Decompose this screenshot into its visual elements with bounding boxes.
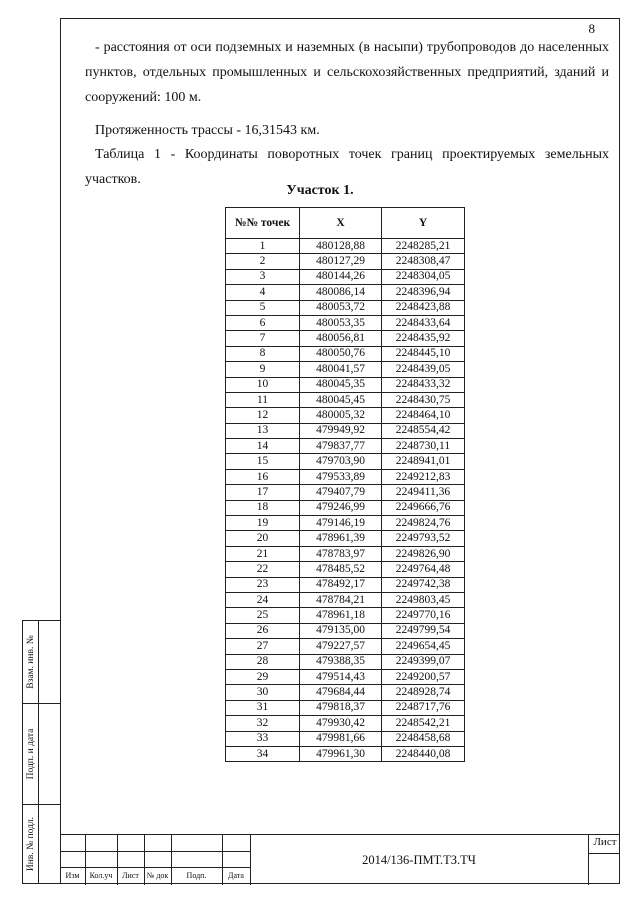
cell-point-number: 3	[226, 269, 300, 284]
table-header-row	[226, 208, 465, 239]
cell-x: 480128,88	[300, 239, 382, 254]
cell-y: 2248435,92	[382, 331, 465, 346]
cell-point-number: 16	[226, 469, 300, 484]
table-row	[226, 392, 465, 407]
side-stamp-inv	[22, 804, 61, 884]
header-point-number: №№ точек	[226, 208, 300, 239]
cell-x: 478784,21	[300, 592, 382, 607]
cell-x: 479949,92	[300, 423, 382, 438]
table-row	[226, 331, 465, 346]
header-y: Y	[382, 208, 465, 239]
cell-point-number: 6	[226, 315, 300, 330]
cell-point-number: 8	[226, 346, 300, 361]
cell-point-number: 26	[226, 623, 300, 638]
paragraph-distance: - расстояния от оси подземных и наземных (в насыпи) трубопроводов до населенных пунктов, отдельных промышленных и сельскохозяйственных предприятий, зданий и сооружений: 100 м.	[85, 40, 609, 105]
cell-y: 2248423,88	[382, 300, 465, 315]
cell-x: 479146,19	[300, 516, 382, 531]
coordinates-table	[225, 207, 465, 762]
cell-y: 2249666,76	[382, 500, 465, 515]
cell-x: 480005,32	[300, 408, 382, 423]
title-block	[60, 834, 620, 885]
side-label-podp: Подп. и дата	[25, 728, 36, 780]
side-label-vzam: Взам. инв. №	[25, 635, 36, 689]
document-code: 2014/136-ПМТ.ТЗ.ТЧ	[362, 853, 476, 867]
cell-point-number: 30	[226, 685, 300, 700]
table-row	[226, 500, 465, 515]
cell-y: 2249826,90	[382, 546, 465, 561]
cell-point-number: 27	[226, 639, 300, 654]
cell-y: 2249770,16	[382, 608, 465, 623]
table-row	[226, 469, 465, 484]
cell-point-number: 28	[226, 654, 300, 669]
cell-point-number: 31	[226, 700, 300, 715]
table-row	[226, 300, 465, 315]
cell-x: 479246,99	[300, 500, 382, 515]
cell-x: 480050,76	[300, 346, 382, 361]
cell-y: 2248730,11	[382, 439, 465, 454]
cell-x: 480053,35	[300, 315, 382, 330]
cell-point-number: 10	[226, 377, 300, 392]
cell-x: 480086,14	[300, 285, 382, 300]
cell-y: 2249200,57	[382, 669, 465, 684]
cell-x: 479514,43	[300, 669, 382, 684]
cell-point-number: 2	[226, 254, 300, 269]
cell-y: 2248440,08	[382, 746, 465, 761]
table-row	[226, 423, 465, 438]
cell-point-number: 4	[226, 285, 300, 300]
cell-y: 2248396,94	[382, 285, 465, 300]
cell-x: 478961,18	[300, 608, 382, 623]
table-row	[226, 269, 465, 284]
cell-point-number: 13	[226, 423, 300, 438]
cell-x: 480127,29	[300, 254, 382, 269]
side-label-inv: Инв. № подл.	[25, 816, 36, 872]
cell-y: 2249764,48	[382, 562, 465, 577]
cell-y: 2248542,21	[382, 716, 465, 731]
table-row	[226, 285, 465, 300]
cell-point-number: 20	[226, 531, 300, 546]
cell-y: 2248941,01	[382, 454, 465, 469]
cell-x: 480144,26	[300, 269, 382, 284]
table-row	[226, 685, 465, 700]
cell-point-number: 15	[226, 454, 300, 469]
table-row	[226, 485, 465, 500]
col-date: Дата	[228, 871, 244, 880]
cell-x: 480056,81	[300, 331, 382, 346]
table-caption: Таблица 1 - Координаты поворотных точек границ проектируемых земельных участков.	[85, 147, 609, 187]
cell-y: 2248458,68	[382, 731, 465, 746]
col-izm: Изм	[65, 871, 80, 880]
paragraph-route-length: Протяженность трассы - 16,31543 км.	[95, 123, 320, 138]
table-row	[226, 669, 465, 684]
cell-point-number: 18	[226, 500, 300, 515]
cell-x: 479930,42	[300, 716, 382, 731]
cell-y: 2248717,76	[382, 700, 465, 715]
cell-point-number: 11	[226, 392, 300, 407]
cell-y: 2249793,52	[382, 531, 465, 546]
col-kol-uch: Кол.уч	[89, 871, 113, 880]
section-title: Участок 1.	[286, 183, 354, 198]
table-row	[226, 254, 465, 269]
cell-x: 479227,57	[300, 639, 382, 654]
table-row	[226, 408, 465, 423]
cell-point-number: 9	[226, 362, 300, 377]
cell-y: 2248433,64	[382, 315, 465, 330]
table-row	[226, 716, 465, 731]
header-x: X	[300, 208, 382, 239]
side-stamp-vzam	[22, 620, 61, 704]
cell-y: 2249399,07	[382, 654, 465, 669]
cell-point-number: 5	[226, 300, 300, 315]
table-row	[226, 623, 465, 638]
table-row	[226, 315, 465, 330]
table-row	[226, 439, 465, 454]
cell-x: 480045,35	[300, 377, 382, 392]
table-row	[226, 516, 465, 531]
cell-y: 2249799,54	[382, 623, 465, 638]
cell-y: 2248439,05	[382, 362, 465, 377]
table-body	[226, 239, 465, 762]
table-row	[226, 746, 465, 761]
cell-point-number: 25	[226, 608, 300, 623]
cell-x: 478485,52	[300, 562, 382, 577]
table-row	[226, 592, 465, 607]
table-row	[226, 531, 465, 546]
table-row	[226, 239, 465, 254]
table-row	[226, 454, 465, 469]
cell-x: 479981,66	[300, 731, 382, 746]
cell-y: 2249803,45	[382, 592, 465, 607]
cell-x: 479703,90	[300, 454, 382, 469]
cell-point-number: 32	[226, 716, 300, 731]
cell-y: 2248430,75	[382, 392, 465, 407]
cell-x: 478783,97	[300, 546, 382, 561]
col-doc-number: № док	[146, 871, 169, 880]
cell-point-number: 24	[226, 592, 300, 607]
cell-point-number: 17	[226, 485, 300, 500]
table-row	[226, 346, 465, 361]
cell-point-number: 29	[226, 669, 300, 684]
cell-x: 480053,72	[300, 300, 382, 315]
cell-x: 479388,35	[300, 654, 382, 669]
cell-y: 2248464,10	[382, 408, 465, 423]
cell-y: 2248433,32	[382, 377, 465, 392]
cell-x: 479684,44	[300, 685, 382, 700]
cell-x: 480045,45	[300, 392, 382, 407]
col-signature: Подп.	[186, 871, 207, 880]
cell-point-number: 33	[226, 731, 300, 746]
table-row	[226, 562, 465, 577]
cell-point-number: 7	[226, 331, 300, 346]
table-row	[226, 700, 465, 715]
col-list: Лист	[122, 871, 139, 880]
cell-y: 2249742,38	[382, 577, 465, 592]
cell-point-number: 22	[226, 562, 300, 577]
cell-y: 2248554,42	[382, 423, 465, 438]
table-row	[226, 731, 465, 746]
cell-point-number: 14	[226, 439, 300, 454]
cell-y: 2249411,36	[382, 485, 465, 500]
cell-point-number: 19	[226, 516, 300, 531]
cell-x: 480041,57	[300, 362, 382, 377]
cell-x: 479407,79	[300, 485, 382, 500]
page-number: 8	[588, 21, 595, 36]
cell-y: 2249212,83	[382, 469, 465, 484]
cell-x: 479533,89	[300, 469, 382, 484]
cell-x: 479837,77	[300, 439, 382, 454]
cell-y: 2248928,74	[382, 685, 465, 700]
cell-y: 2249654,45	[382, 639, 465, 654]
cell-point-number: 34	[226, 746, 300, 761]
table-row	[226, 362, 465, 377]
cell-x: 479135,00	[300, 623, 382, 638]
table-row	[226, 546, 465, 561]
cell-x: 479818,37	[300, 700, 382, 715]
cell-y: 2249824,76	[382, 516, 465, 531]
cell-x: 478961,39	[300, 531, 382, 546]
cell-y: 2248285,21	[382, 239, 465, 254]
side-stamp-podp	[22, 703, 61, 805]
sheet-label: Лист	[593, 836, 617, 848]
table-row	[226, 577, 465, 592]
cell-x: 479961,30	[300, 746, 382, 761]
cell-y: 2248304,05	[382, 269, 465, 284]
table-row	[226, 608, 465, 623]
table-row	[226, 377, 465, 392]
table-row	[226, 639, 465, 654]
cell-point-number: 12	[226, 408, 300, 423]
cell-x: 478492,17	[300, 577, 382, 592]
cell-point-number: 1	[226, 239, 300, 254]
cell-y: 2248308,47	[382, 254, 465, 269]
cell-point-number: 23	[226, 577, 300, 592]
table-row	[226, 654, 465, 669]
cell-point-number: 21	[226, 546, 300, 561]
cell-y: 2248445,10	[382, 346, 465, 361]
